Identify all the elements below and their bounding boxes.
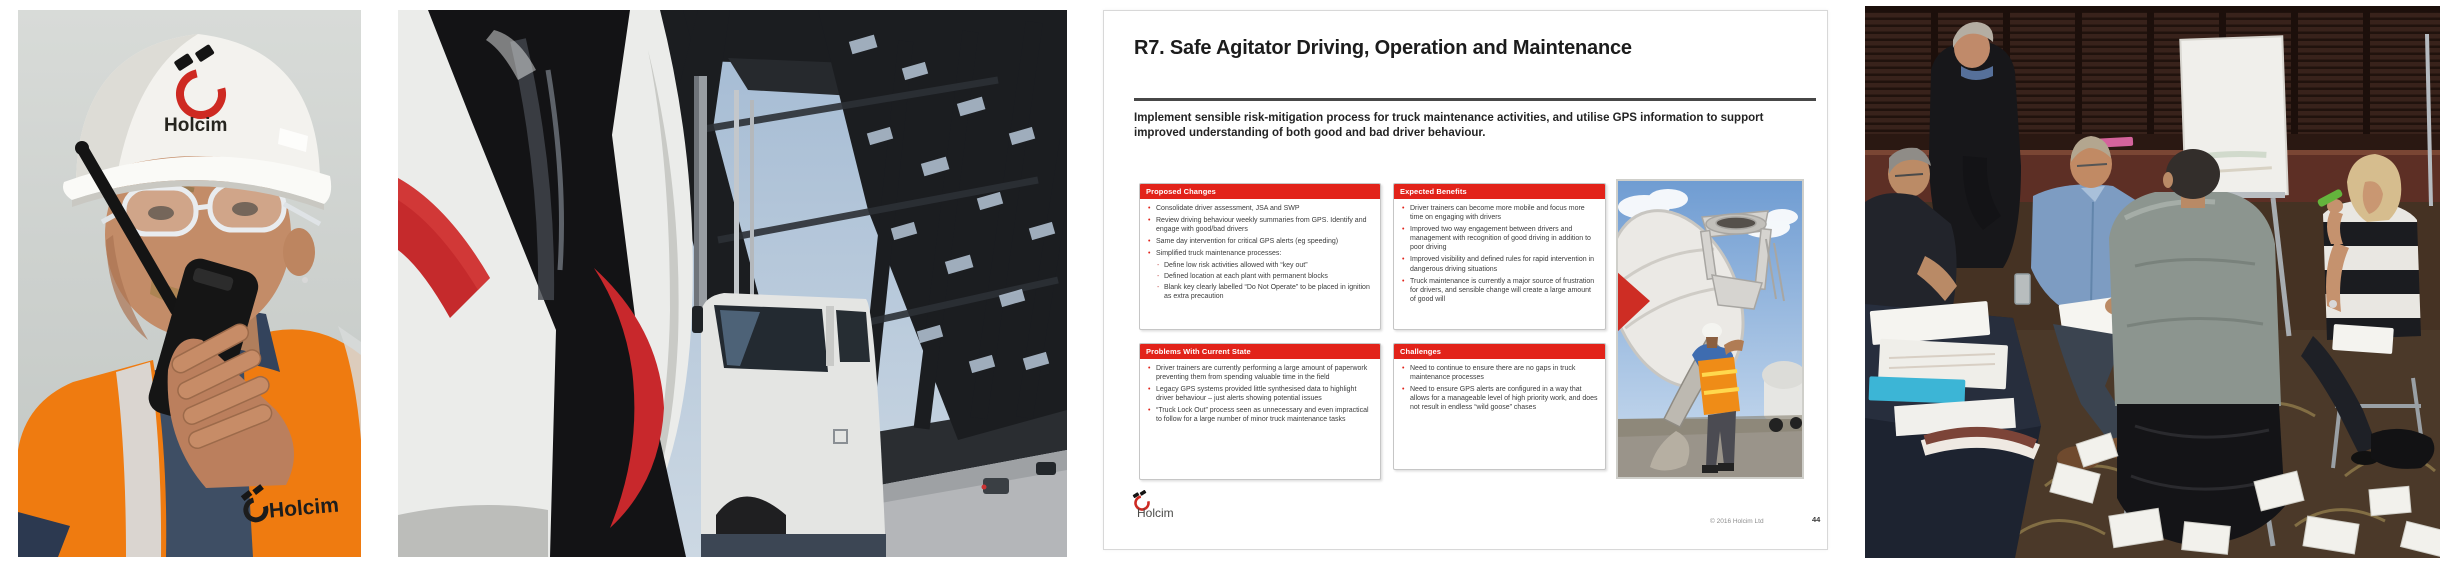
bullet: • Need to ensure GPS alerts are configured in a way that allows for a manageable level of high priority work, and does not result in endless “wild goose” chases	[1401, 385, 1598, 412]
box-header: Challenges	[1394, 344, 1605, 359]
bullet: • Consolidate driver assessment, JSA and SWP	[1147, 204, 1373, 213]
bullet: • Truck maintenance is currently a major source of frustration for drivers, and sensible change will create a large amount of good will	[1401, 277, 1598, 304]
slide-subtitle: Implement sensible risk-mitigation process for truck maintenance activities, and utilise GPS information to support improved understanding of both good and bad driver behaviour.	[1134, 112, 1764, 140]
bullet: • Improved visibility and defined rules for rapid intervention in dangerous driving situations	[1401, 255, 1598, 273]
bullet: • Need to continue to ensure there are no gaps in truck maintenance processes	[1401, 364, 1598, 382]
slide-page	[1103, 10, 1828, 550]
blue-folder	[1869, 376, 1966, 403]
mixer-drum	[398, 10, 693, 557]
box-expected-benefits	[1393, 183, 1606, 330]
bullet: • “Truck Lock Out” process seen as unnecessary and even impractical to follow for a large number of minor truck maintenance tasks	[1147, 406, 1373, 424]
vest-logo-text: Holcim	[268, 493, 340, 523]
slide-title: R7. Safe Agitator Driving, Operation and Maintenance	[1134, 37, 1632, 59]
bullet: • Driver trainers can become more mobile and focus more time on engaging with drivers	[1401, 204, 1598, 222]
box-challenges	[1393, 343, 1606, 470]
photo-mixer-truck-bridge	[398, 10, 1067, 557]
bullet: • Legacy GPS systems provided little synthesised data to highlight driver behaviour – just alerts showing potential issues	[1147, 385, 1373, 403]
title-rule	[1134, 98, 1816, 101]
box-proposed-changes	[1139, 183, 1381, 330]
box-header: Problems With Current State	[1140, 344, 1380, 359]
truck-cab	[692, 293, 886, 557]
sub-bullet: - Blank key clearly labelled “Do Not Operate” to be placed in ignition as extra precaution	[1156, 283, 1373, 301]
photo-worker-radio	[18, 10, 361, 557]
copyright: © 2016 Holcim Ltd	[1710, 518, 1764, 525]
bullet: • Simplified truck maintenance processes:	[1147, 249, 1373, 258]
page-number: 44	[1812, 515, 1821, 524]
slide-photo-agitator-worker	[1616, 179, 1804, 479]
photo-workshop	[1865, 6, 2440, 558]
box-header: Expected Benefits	[1394, 184, 1605, 199]
holcim-logo-text: Holcim	[1137, 506, 1174, 520]
bullet: • Driver trainers are currently performing a large amount of paperwork preventing them from spending valuable time in the field	[1147, 364, 1373, 382]
sub-bullet: - Defined location at each plant with permanent blocks	[1156, 272, 1373, 281]
bullet: • Review driving behaviour weekly summaries from GPS. Identify and engage with good/bad drivers	[1147, 216, 1373, 234]
box-header: Proposed Changes	[1140, 184, 1380, 199]
box-problems-current-state	[1139, 343, 1381, 480]
sub-bullet: - Define low risk activities allowed with “key out”	[1156, 261, 1373, 270]
earring	[302, 277, 308, 283]
water-glass	[2015, 274, 2030, 304]
bullet: • Improved two way engagement between drivers and management with recognition of good driving in addition to poor driving	[1401, 225, 1598, 252]
bullet: • Same day intervention for critical GPS alerts (eg speeding)	[1147, 237, 1373, 246]
hat-logo-text: Holcim	[164, 115, 228, 136]
holcim-logo	[1130, 490, 1220, 534]
